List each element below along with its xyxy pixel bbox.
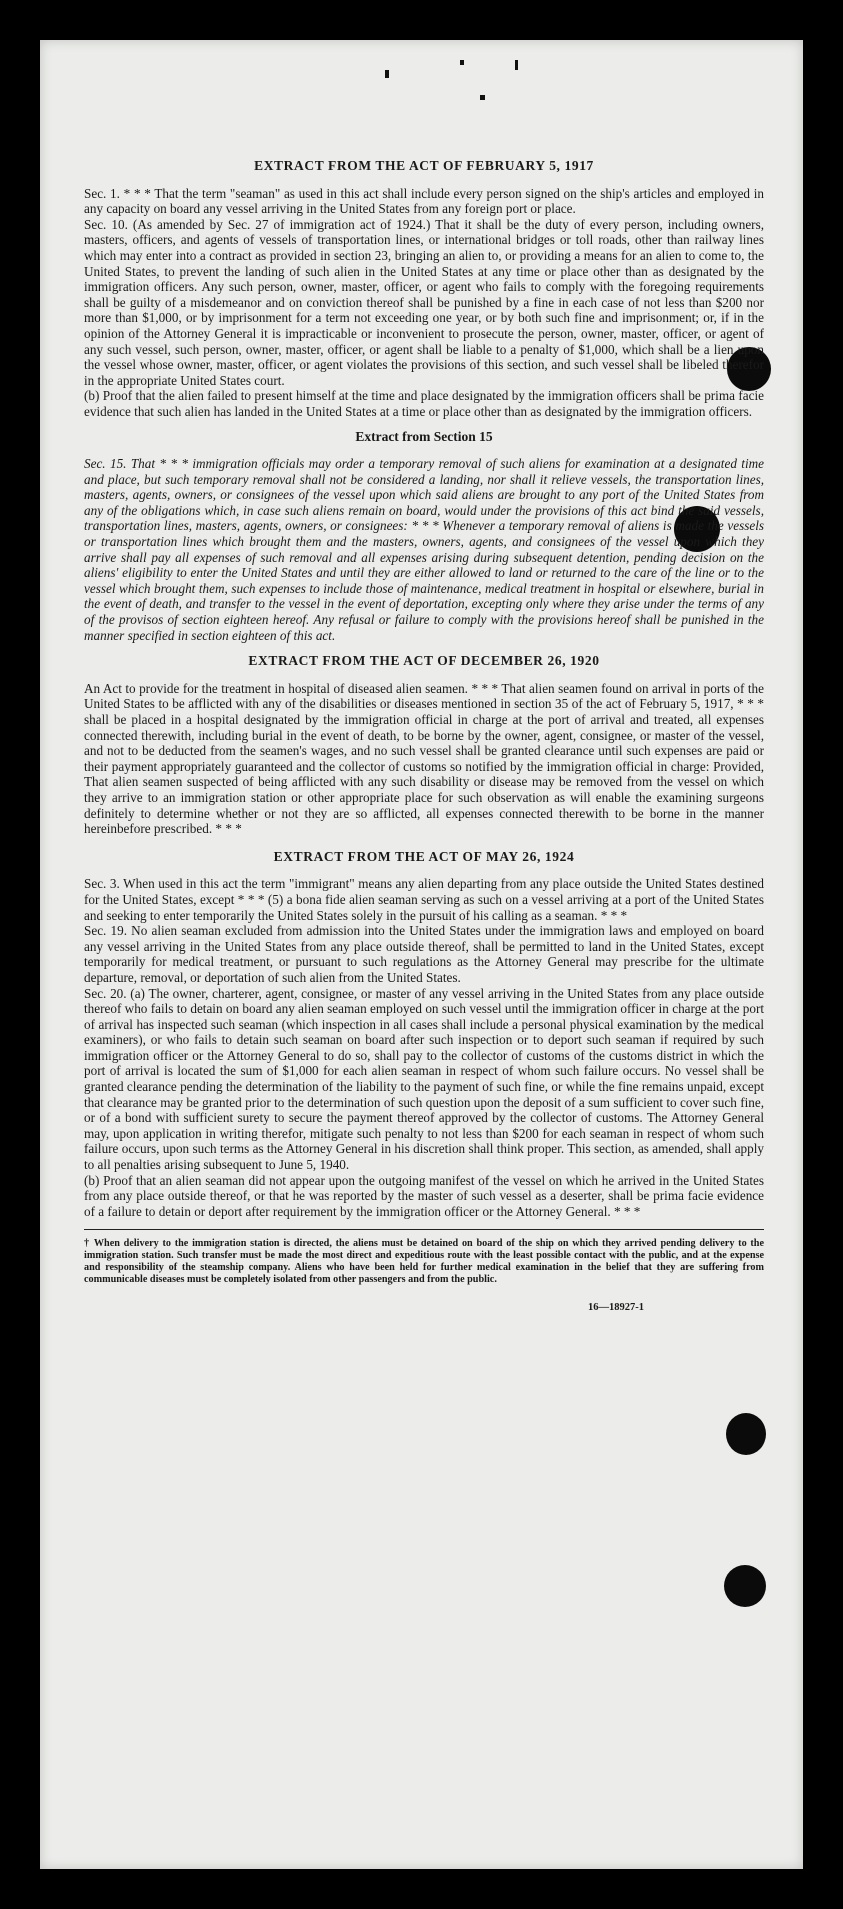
paragraph-sec-1: Sec. 1. * * * That the term "seaman" as used in this act shall include every person signed on the ship's articles and employed in any capacity on board any vessel arriving in the United States from any foreign port or place. <box>84 185 764 217</box>
heading-act-1924: EXTRACT FROM THE ACT OF MAY 26, 1924 <box>273 848 575 864</box>
footnote: † When delivery to the immigration station is directed, the aliens must be detained on board of the ship on which they arrived pending delivery to the immigration station. Such transfer must be made the most direct and expeditious route with the least possible contact with the public, and at the expense and responsibility of the steamship company. Aliens who have been held for further medical examination in the belief that they are suffering from communicable diseases must be completely isolated from other passengers and from the public. <box>84 1238 764 1286</box>
paragraph-sec-10: Sec. 10. (As amended by Sec. 27 of immigration act of 1924.) That it shall be the duty of every person, including owners, masters, officers, and agents of vessels of transportation lines, or international bridges or toll roads, other than railway lines which may enter into a contract as provided in section 23, bringing an alien to, or providing a means for an alien to come to, the United States, to prevent the landing of such alien in the United States at any time or place other than as designated by the immigration officers. Any such person, owner, master, officer, or agent who fails to comply with the foregoing requirements shall be guilty of a misdemeanor and on conviction thereof shall be punished by a fine in each case of not less than $200 nor more than $1,000, or by imprisonment for a term not exceeding one year, or by both such fine and imprisonment; or, if in the opinion of the Attorney General it is impracticable or inconvenient to prosecute the person, owner, master, officer, or agent of any such vessel, such person, owner, master, officer, or agent shall be liable to a penalty of $1,000, which shall be a lien upon the vessel whose owner, master, officer, or agent violates the provisions of this section, and such vessel shall be libeled therefor in the appropriate United States court. <box>84 216 764 388</box>
form-number: 16—18927-1 <box>588 1302 644 1314</box>
ink-speck <box>515 60 518 70</box>
document-page <box>40 40 803 1869</box>
ink-speck <box>460 60 464 65</box>
paragraph-sec-10b: (b) Proof that the alien failed to present himself at the time and place designated by the immigration officers shall be prima facie evidence that such alien has landed in the United States at a time or place other than as designated by the immigration officers. <box>84 388 764 419</box>
heading-section-15: Extract from Section 15 <box>355 428 493 444</box>
punch-hole <box>724 1565 766 1607</box>
paragraph-sec-19: Sec. 19. No alien seaman excluded from admission into the United States under the immigration laws and employed on board any vessel arriving in the United States from any place outside thereof, shall be permitted to land in the United States, except temporarily for medical treatment, or pursuant to such regulations as the Attorney General may prescribe for the ultimate departure, removal, or deportation of such alien from the United States. <box>84 923 764 985</box>
heading-act-1920: EXTRACT FROM THE ACT OF DECEMBER 26, 1920 <box>248 653 600 669</box>
paragraph-act-1920: An Act to provide for the treatment in hospital of diseased alien seamen. * * * That alien seamen found on arrival in ports of the United States to be afflicted with any of the disabilities or diseases mentioned in section 35 of the act of February 5, 1917, * * * shall be placed in a hospital designated by the immigration official in charge at the port of arrival and treated, all expenses connected therewith, including burial in the event of death, to be borne by the owner, agent, consignee, or master of the vessel, and not to be deducted from the seamen's wages, and no such vessel shall be granted clearance until such expenses are paid or their payment appropriately guaranteed and the collector of customs so notified by the immigration official in charge: Provided, That alien seamen suspected of being afflicted with any such disability or disease may be removed from the vessel on which they arrive to an immigration station or other appropriate place for such observation as will enable the examining surgeons definitely to determine whether or not they are so afflicted, all expenses connected therewith to be borne in the manner hereinbefore prescribed. * * * <box>84 680 764 837</box>
document-body <box>84 158 764 1316</box>
paragraph-sec-15: Sec. 15. That * * * immigration officials may order a temporary removal of such aliens for examination at a designated time and place, but such temporary removal shall not be considered a landing, nor shall it relieve vessels, the transportation lines, masters, agents, owners, or consignees of the vessel upon which said aliens are brought to any port of the United States from any of the obligations which, in case such aliens remain on board, would under the provisions of this act bind the said vessels, transportation lines, masters, agents, owners, or consignees: * * * Whenever a temporary removal of aliens is made the vessels or transportation lines which brought them and the masters, owners, agents, and consignees of the vessel upon which they arrive shall pay all expenses of such removal and all expenses arising during subsequent detention, pending decision on the aliens' eligibility to enter the United States and until they are either allowed to land or returned to the care of the line or to the vessel which brought them, such expenses to include those of maintenance, medical treatment in hospital or elsewhere, burial in the event of death, and transfer to the vessel in the event of deportation, excepting only where they arise under the terms of any of the provisos of section eighteen hereof. Any refusal or failure to comply with the provisions hereof shall be punished in the manner specified in section eighteen of this act. <box>84 456 764 643</box>
paragraph-sec-20a: Sec. 20. (a) The owner, charterer, agent, consignee, or master of any vessel arriving in the United States from any place outside thereof who fails to detain on board any alien seaman employed on such vessel until the immigration officer in charge at the port of arrival has inspected such seaman (which inspection in all cases shall include a personal physical examination by the medical examiners), or who fails to detain such seaman on board after such inspection or to deport such seaman if required by such immigration officer or the Attorney General to do so, shall pay to the collector of customs of the customs district in which the port of arrival is located the sum of $1,000 for each alien seaman in respect of whom such failure occurs. No vessel shall be granted clearance pending the determination of the liability to the payment of such fine, or while the fine remains unpaid, except that clearance may be granted prior to the determination of such question upon the deposit of a sum sufficient to cover such fine, or of a bond with sufficient surety to secure the payment thereof approved by the collector of customs. The Attorney General may, upon application in writing therefor, mitigate such penalty to not less than $200 for each seaman in respect of whom such failure occurs, upon such terms as the Attorney General in his discretion shall think proper. This section, as amended, shall apply to all penalties arising subsequent to June 5, 1940. <box>84 985 764 1173</box>
paragraph-sec-3: Sec. 3. When used in this act the term "immigrant" means any alien departing from any place outside the United States destined for the United States, except * * * (5) a bona fide alien seaman serving as such on a vessel arriving at a port of the United States and seeking to enter temporarily the United States solely in the pursuit of his calling as a seaman. * * * <box>84 876 764 923</box>
paragraph-sec-20b: (b) Proof that an alien seaman did not appear upon the outgoing manifest of the vessel on which he arrived in the United States from any place outside thereof, or that he was reported by the master of such vessel as a deserter, shall be prima facie evidence of a failure to detain or deport after requirement by the immigration officer or the Attorney General. * * * <box>84 1172 764 1219</box>
heading-act-1917: EXTRACT FROM THE ACT OF FEBRUARY 5, 1917 <box>254 158 594 173</box>
footnote-divider <box>84 1229 764 1230</box>
ink-speck <box>480 95 485 100</box>
punch-hole <box>726 1413 766 1455</box>
ink-speck <box>385 70 389 78</box>
